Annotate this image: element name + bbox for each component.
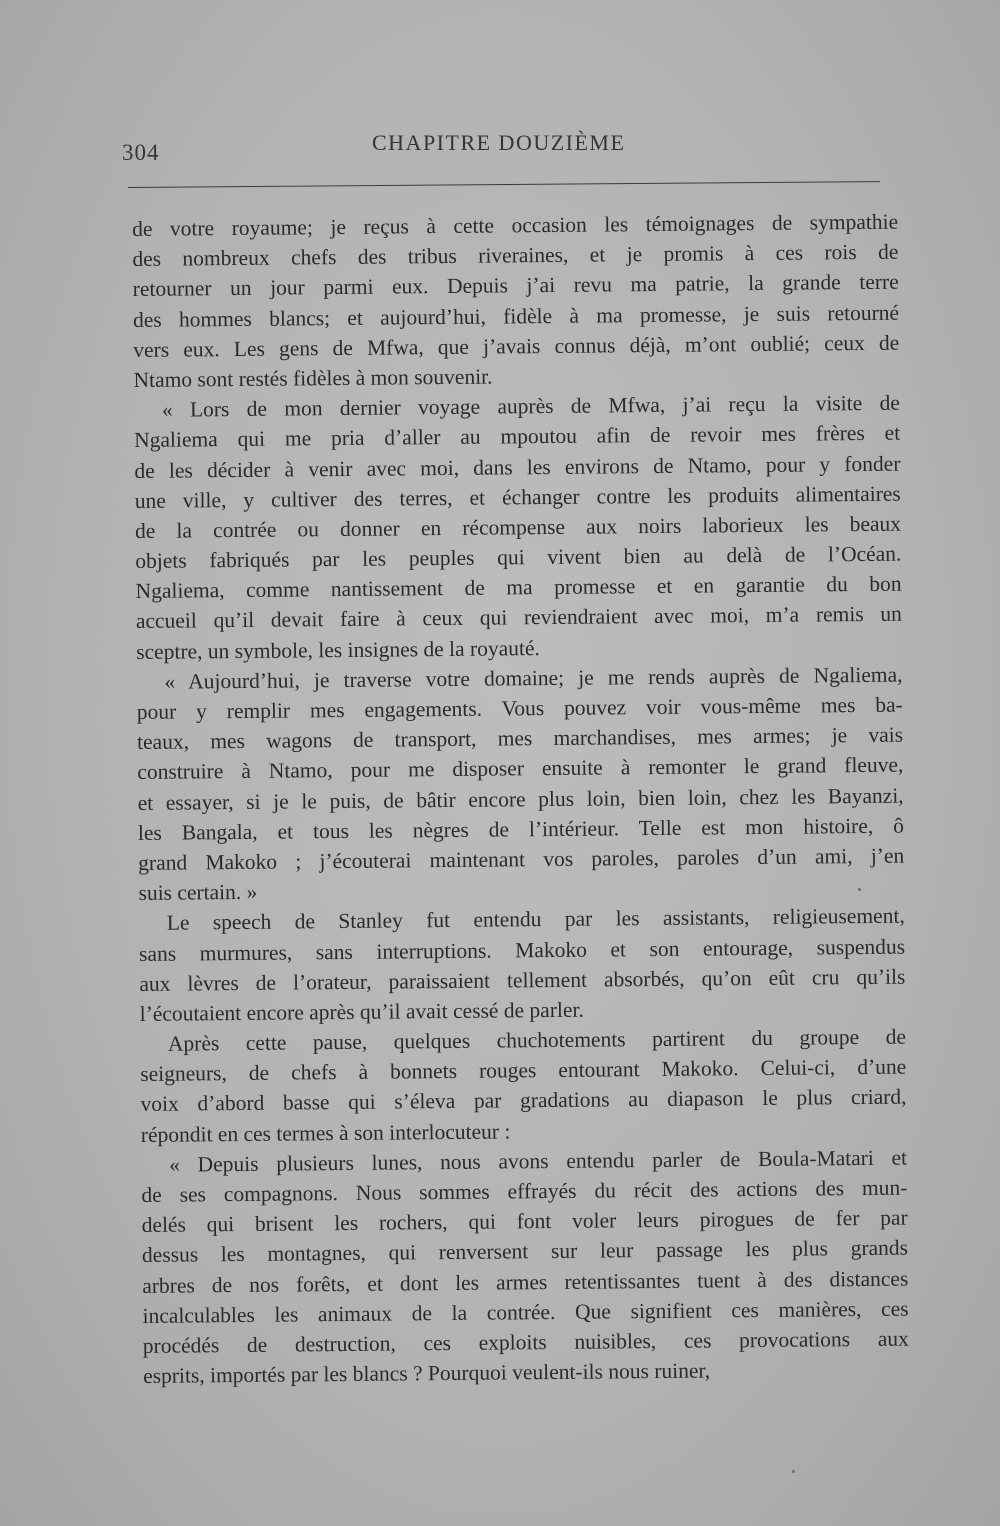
text-line: accueil qu’il devait faire à ceux qui reviendraient avec moi, m’a remis un <box>135 602 902 634</box>
text-line: seigneurs, de chefs à bonnets rouges entourant Makoko. Celui-ci, d’une <box>140 1054 907 1087</box>
text-line: de votre royaume; je reçus à cette occasion les témoignages de sympathie <box>132 209 899 241</box>
text-line: une ville, y cultiver des terres, et échanger contre les produits alimentaires <box>134 481 901 513</box>
text-line: Ngaliema, comme nantissement de ma promesse et en garantie du bon <box>135 571 902 604</box>
text-line: et essayer, si je le puis, de bâtir encore plus loin, bien loin, chez les Bayanzi, <box>137 783 904 815</box>
text-line: de ses compagnons. Nous sommes effrayés du récit des actions des mun- <box>141 1175 908 1207</box>
text-line: retourner un jour parmi eux. Depuis j’ai revu ma patrie, la grande terre <box>132 270 899 302</box>
text-line: Ngaliema qui me pria d’aller au mpoutou afin de revoir mes frères et <box>134 420 901 453</box>
text-line: des nombreux chefs des tribus riveraines, et je promis à ces rois de <box>132 239 899 272</box>
text-line: suis certain. » <box>138 879 258 906</box>
paper-speck <box>792 1470 795 1473</box>
text-line: arbres de nos forêts, et dont les armes retentissantes tuent à des distances <box>142 1266 909 1298</box>
paragraph <box>141 1142 909 1391</box>
text-line: l’écoutaient encore après qu’il avait cessé de parler. <box>139 997 584 1026</box>
text-line: des hommes blancs; et aujourd’hui, fidèle à ma promesse, je suis retourné <box>132 300 900 332</box>
text-line: « Lors de mon dernier voyage auprès de Mfwa, j’ai reçu la visite de <box>161 390 900 422</box>
paragraph <box>132 207 900 395</box>
text-line: incalculables les animaux de la contrée. Que signifient ces manières, ces <box>142 1296 909 1328</box>
running-head: CHAPITRE DOUZIÈME <box>372 130 626 155</box>
text-line: « Depuis plusieurs lunes, nous avons entendu parler de Boula-Matari et <box>169 1145 908 1177</box>
text-line: de la contrée ou donner en récompense aux noirs laborieux les beaux <box>134 511 902 543</box>
text-line: voix d’abord basse qui s’éleva par gradations au diapason le plus criard, <box>140 1085 907 1117</box>
paragraph <box>134 388 903 667</box>
text-line: Après cette pause, quelques chuchotements partirent du groupe de <box>167 1024 907 1056</box>
text-line: sans murmures, sans interruptions. Makoko et son entourage, suspendus <box>138 934 906 966</box>
text-line: les Bangala, et tous les nègres de l’intérieur. Telle est mon histoire, ô <box>137 813 905 845</box>
paragraph <box>136 659 904 908</box>
text-line: répondit en ces termes à son interlocuteur : <box>140 1119 511 1147</box>
text-line: pour y remplir mes engagements. Vous pouvez voir vous-même mes ba- <box>136 692 903 724</box>
text-line: aux lèvres de l’orateur, paraissaient tellement absorbés, qu’on eût cru qu’ils <box>139 964 906 996</box>
paper-speck <box>858 888 861 891</box>
text-line: sceptre, un symbole, les insignes de la royauté. <box>136 635 540 664</box>
page-number: 304 <box>122 140 160 165</box>
paragraph <box>140 1022 907 1150</box>
text-line: teaux, mes wagons de transport, mes marchandises, mes armes; je vais <box>136 722 904 755</box>
text-line: esprits, importés par les blancs ? Pourquoi veulent-ils nous ruiner, <box>143 1358 711 1389</box>
text-line: grand Makoko ; j’écouterai maintenant vos paroles, paroles d’un ami, j’en <box>138 843 905 875</box>
text-line: delés qui brisent les rochers, qui font voler leurs pirogues de fer par <box>141 1205 908 1238</box>
body-text <box>132 207 909 1392</box>
paragraph <box>139 901 906 1029</box>
text-line: Ntamo sont restés fidèles à mon souvenir. <box>133 364 493 392</box>
text-line: Le speech de Stanley fut entendu par les assistants, religieusement, <box>166 903 905 936</box>
text-line: dessus les montagnes, qui renversent sur leur passage les plus grands <box>141 1235 909 1268</box>
header-rule <box>128 181 880 188</box>
text-line: procédés de destruction, ces exploits nuisibles, ces provocations aux <box>142 1326 909 1358</box>
text-line: objets fabriqués par les peuples qui vivent bien au delà de l’Océan. <box>135 541 902 574</box>
text-line: vers eux. Les gens de Mfwa, que j’avais connus déjà, m’ont oublié; ceux de <box>133 330 900 362</box>
text-line: « Aujourd’hui, je traverse votre domaine; je me rends auprès de Ngaliema, <box>164 662 903 694</box>
text-line: de les décider à venir avec moi, dans les environs de Ntamo, pour y fonder <box>134 451 901 483</box>
text-line: construire à Ntamo, pour me disposer ensuite à remonter le grand fleuve, <box>137 752 904 785</box>
